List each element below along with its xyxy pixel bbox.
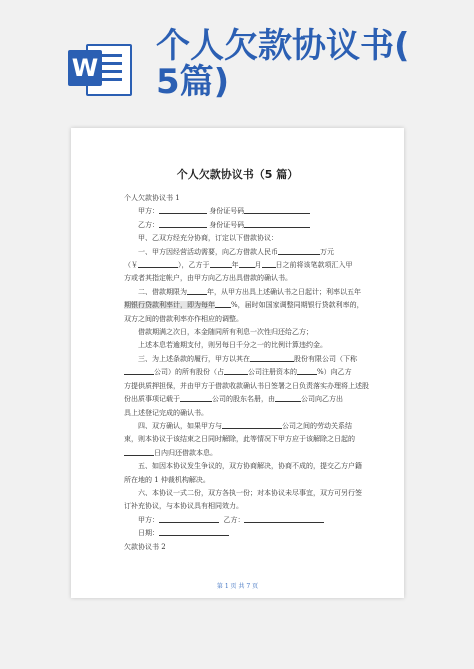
doc-line: 所在地的 1 仲裁机构解决。: [124, 475, 210, 484]
word-icon-letter: W: [68, 50, 102, 86]
signature-line: 甲方： 乙方：: [124, 514, 390, 527]
doc-line: 期银行贷款利率计，即为每年 %，届时如国家调整同期银行贷款利率的，: [124, 301, 364, 310]
doc-line: 双方之间的借款利率亦作相应的调整。: [124, 314, 243, 323]
doc-line: 日内归还借款本息。: [124, 447, 390, 460]
document-page: [71, 128, 404, 598]
doc-line: 欠款协议书 2: [124, 542, 166, 551]
doc-line: 公司）的所有股份（占 公司注册资本的 %）向乙方: [124, 366, 390, 379]
party-a-line: 甲方： 身份证号码: [124, 205, 390, 218]
page-title-line-2: 5篇): [156, 62, 230, 102]
doc-line: 二、借款期限为 年，从甲方出具上述确认书之日起计；利率以五年: [138, 287, 361, 296]
doc-line: 上述本息若逾期支付，则另每日千分之一的比例计算违约金。: [138, 341, 327, 350]
doc-line: 三、为上述条款的履行，甲方以其在 股份有限公司（下称: [138, 354, 357, 363]
doc-line: 订补充协议，与本协议具有相同效力。: [124, 502, 243, 511]
page-title-line-1: 个人欠款协议书(: [156, 26, 410, 66]
doc-line: 甲、乙双方经充分协商，订定以下借款协议：: [138, 234, 278, 243]
doc-line: 借款期满之次日，本金随同所有利息一次性归还给乙方；: [138, 328, 313, 337]
doc-line: 一、甲方因经营活动需要，向乙方借款人民币 万元: [138, 247, 334, 256]
document-body: [124, 192, 390, 554]
doc-line: 份出质事项记载于 公司的股东名册，由 公司向乙方出: [124, 395, 343, 404]
party-b-line: 乙方： 身份证号码: [124, 219, 390, 232]
doc-line: （￥ ），乙方于 年 月 日之前将该笔款项汇入甲: [124, 261, 353, 270]
header-banner: [0, 0, 474, 118]
doc-line: 六、本协议一式二份，双方各执一份；对本协议未尽事宜，双方可另行签: [138, 488, 362, 497]
doc-line: 束，则本协议于该结束之日同时解除，此等情况下甲方应于该解除之日起的: [124, 435, 355, 444]
document-title: 个人欠款协议书（5 篇）: [176, 168, 299, 181]
page-title: [156, 28, 410, 100]
doc-line: 具上述登记完成的确认书。: [124, 408, 208, 417]
date-line: 日期：: [124, 527, 390, 540]
doc-line: 方或者其指定帐户，由甲方向乙方出具借款的确认书。: [124, 274, 292, 283]
doc-line: 方提供质押担保，并由甲方于借款收款确认书日签署之日负责落实办理将上述股: [124, 381, 369, 390]
doc-line: 五、如因本协议发生争议的，双方协商解决，协商不成的，提交乙方户籍: [138, 462, 362, 471]
doc-line: 个人欠款协议书 1: [124, 194, 180, 202]
word-document-icon: [66, 40, 130, 96]
doc-line: 四、双方确认，如果甲方与 公司之间的劳动关系结: [138, 421, 352, 430]
page-indicator: 第 1 页 共 7 页: [216, 583, 259, 590]
